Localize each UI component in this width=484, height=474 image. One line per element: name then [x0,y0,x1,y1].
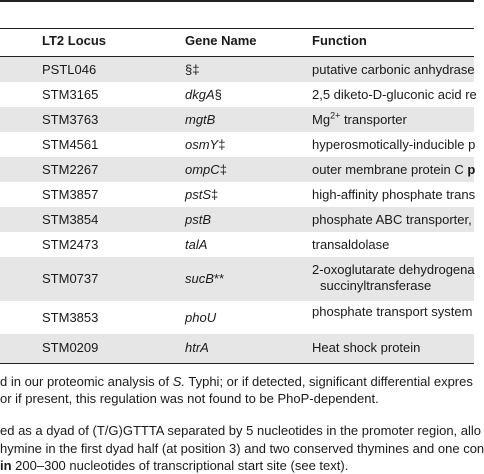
function-cell: phosphate ABC transporter, [312,212,472,227]
function-cell [312,112,407,128]
locus-cell: STM3853 [42,310,99,325]
locus-cell: STM2473 [42,237,99,252]
gene-cell [185,237,207,253]
locus-cell: PSTL046 [42,62,97,77]
table-row [0,257,474,301]
gene-name: phoU [185,310,217,325]
gene-cell [185,271,224,287]
function-cell: phosphate transport system [312,304,473,319]
table-row [0,107,474,132]
locus-cell: STM3854 [42,212,99,227]
gene-cell [185,87,222,103]
gene-footnote-mark: ‡ [218,137,226,152]
gene-name: sucB [185,271,214,286]
function-cell: Heat shock protein [312,340,421,355]
function-text: Mg [312,112,331,127]
locus-cell: STM2267 [42,162,99,177]
footnote-line: ed as a dyad of (T/G)GTTTA separated by 5 nucleotides in the promoter region, allo [0,423,482,438]
gene-name: htrA [185,340,209,355]
table-row [0,132,474,157]
gene-footnote-mark: § [214,87,222,102]
gene-cell [185,112,215,128]
table-row [0,301,474,334]
gene-cell [185,340,209,356]
gene-footnote-mark: §‡ [185,62,200,77]
locus-cell: STM0209 [42,340,99,355]
function-cell: high-affinity phosphate trans [312,187,476,202]
gene-cell [185,137,225,153]
table-bottom-rule [0,363,474,364]
table-row [0,232,474,257]
gene-cell [185,62,199,78]
table-row [0,57,474,82]
function-cell: 2,5 diketo-D-gluconic acid re [312,87,477,102]
gene-name: pstB [185,212,212,227]
table-row [0,182,474,207]
footnote-line [0,457,348,474]
function-cell: transaldolase [312,237,390,252]
footnote-bold: in [0,458,12,473]
gene-name: ompC [185,162,220,177]
header-function: Function [312,33,367,48]
header-lt2-locus: LT2 Locus [42,33,107,48]
locus-cell: STM3763 [42,112,99,127]
footnote-text: Typhi [185,374,220,389]
function-superscript: 2+ [330,110,341,121]
gene-footnote-mark: ‡ [211,187,219,202]
gene-name: dkgA [185,87,215,102]
gene-footnote-mark: ** [213,271,225,286]
function-text-line: 2-oxoglutarate dehydrogena [312,262,475,277]
footnote-text: 200–300 nucleotides of transcriptional start site (see text). [11,458,349,473]
function-cell [312,262,475,294]
function-cell [312,162,475,178]
function-text: transporter [340,112,407,127]
table-row [0,157,474,182]
gene-name: pstS [185,187,212,202]
footnote-line: or if present, this regulation was not found to be PhoP-dependent. [0,391,379,406]
locus-cell: STM0737 [42,271,99,286]
footnote-line [0,373,473,390]
function-cell: putative carbonic anhydrase [312,62,475,77]
function-text: outer membrane protein C [312,162,464,177]
locus-cell: STM3857 [42,187,99,202]
table-row [0,207,474,232]
footnote-line: hymine in the first dyad half (at position 3) and two conserved thymines and one con [0,441,484,456]
function-cell: hyperosmotically-inducible p [312,137,476,152]
gene-name: talA [185,237,208,252]
locus-cell: STM3165 [42,87,99,102]
footnote-italic: S. [172,374,185,389]
gene-name: mgtB [185,112,216,127]
gene-cell [185,310,216,326]
locus-cell: STM4561 [42,137,99,152]
table-row [0,82,477,107]
header-gene-name: Gene Name [185,33,257,48]
gene-name: osmY [185,137,219,152]
gene-cell [185,212,211,228]
function-text-line: succinyltransferase [320,278,432,293]
footnote-text: d in our proteomic analysis of [0,374,173,389]
table-top-rule [0,0,474,2]
function-bold-fragment: p [467,162,476,177]
gene-footnote-mark: ‡ [219,162,227,177]
gene-cell [185,162,227,178]
header-top-rule [0,28,474,29]
table-row [0,334,474,363]
footnote-text: ; or if detected, significant differential expres [219,374,473,389]
gene-cell [185,187,218,203]
